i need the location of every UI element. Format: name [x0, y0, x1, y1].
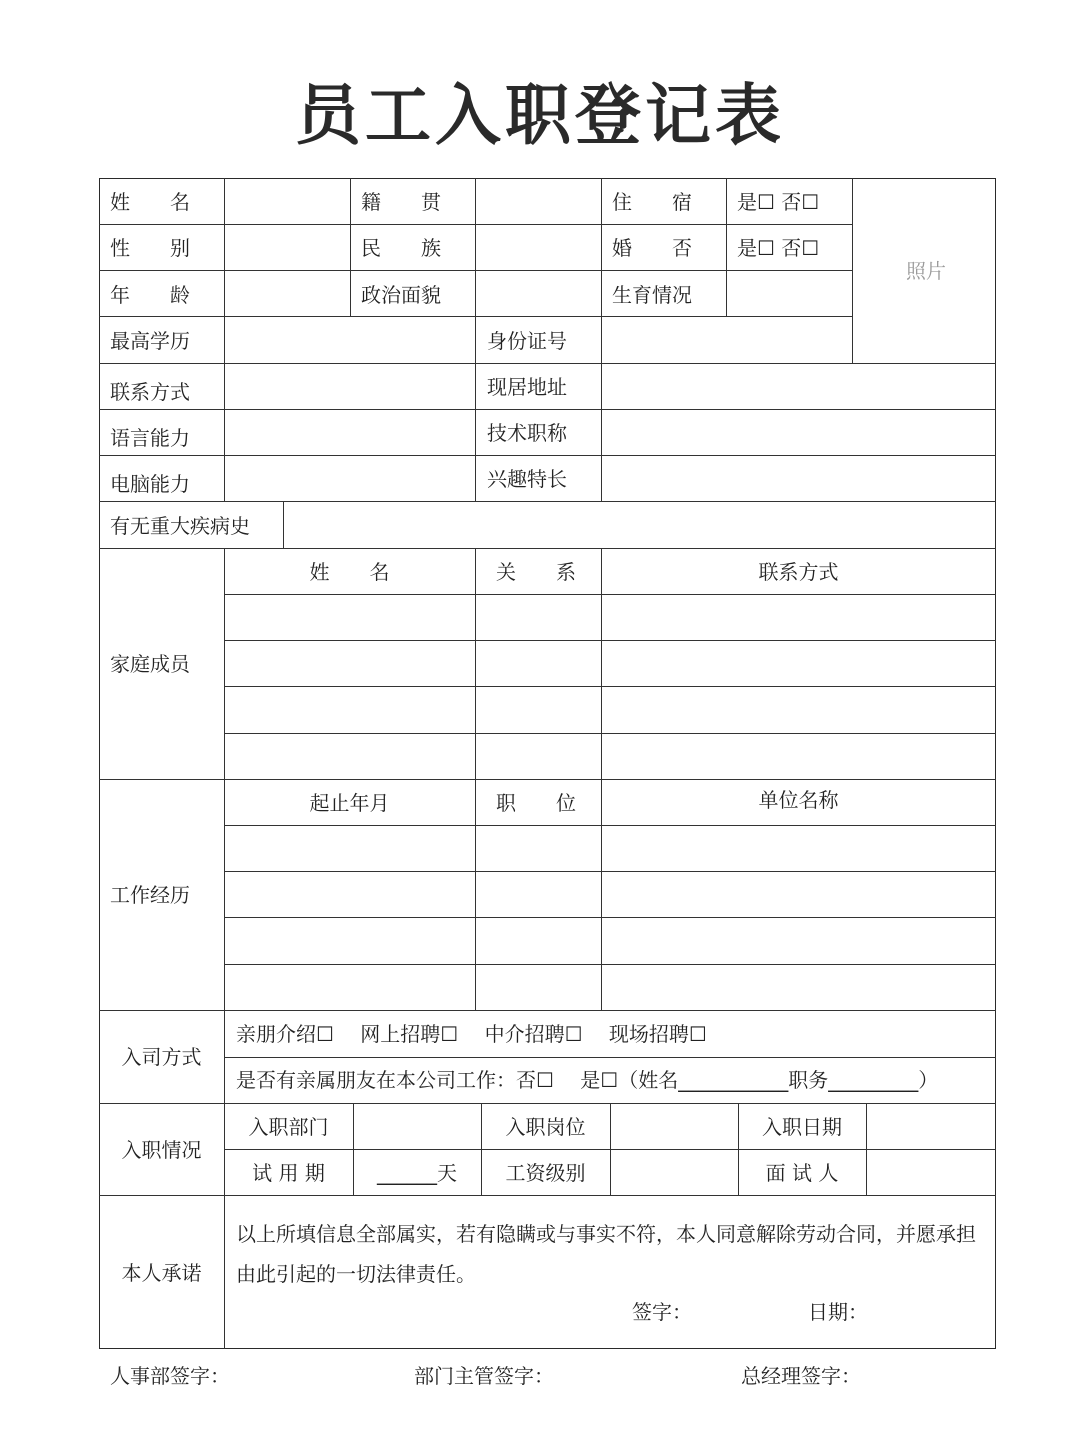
- gm-signature-label: 总经理签字：: [741, 1364, 861, 1388]
- col-line: [283, 501, 284, 548]
- row-line: [224, 871, 996, 872]
- pledge-text: 以上所填信息全部属实，若有隐瞒或与事实不符，本人同意解除劳动合同，并愿承担由此引起的一切法律责任。: [236, 1222, 976, 1286]
- name-label: 姓 名: [110, 190, 190, 214]
- row-line: [224, 594, 996, 595]
- col-line: [601, 178, 602, 501]
- entry-status-label: 入职情况: [121, 1138, 202, 1162]
- computer-skill-label: 电脑能力: [110, 472, 190, 496]
- marital-label: 婚 否: [612, 236, 692, 260]
- col-line: [224, 548, 225, 1010]
- work-col-company: 单位名称: [758, 788, 839, 812]
- probation-days-field[interactable]: ______天: [377, 1161, 457, 1185]
- id-number-label: 身份证号: [487, 329, 567, 353]
- age-label: 年 龄: [110, 283, 190, 307]
- address-label: 现居地址: [487, 375, 567, 399]
- work-section-label: 工作经历: [110, 883, 190, 907]
- family-col-contact: 联系方式: [758, 560, 839, 584]
- ethnic-label: 民 族: [361, 236, 441, 260]
- col-line: [475, 178, 476, 501]
- relatives-question[interactable]: 是否有亲属朋友在本公司工作：否☐ 是☐（姓名___________职务_________）: [236, 1068, 939, 1092]
- form-title: 员工入职登记表: [295, 77, 785, 154]
- row-line: [99, 363, 996, 364]
- manager-signature-label: 部门主管签字：: [414, 1364, 554, 1388]
- row-line: [224, 964, 996, 965]
- col-line: [866, 1103, 867, 1195]
- family-col-relation: 关 系: [496, 560, 576, 584]
- col-line: [601, 548, 602, 1010]
- probation-label: 试 用 期: [252, 1161, 325, 1185]
- family-section-label: 家庭成员: [110, 652, 190, 676]
- work-col-period: 起止年月: [309, 791, 390, 815]
- photo-placeholder[interactable]: 照片: [906, 259, 946, 283]
- native-place-label: 籍 贯: [361, 190, 441, 214]
- row-line: [224, 686, 996, 687]
- col-line: [610, 1103, 611, 1195]
- pledge-label: 本人承诺: [121, 1261, 202, 1285]
- col-line: [852, 178, 853, 363]
- language-label: 语言能力: [110, 426, 190, 450]
- education-label: 最高学历: [110, 329, 190, 353]
- row-line: [99, 1010, 996, 1011]
- entry-date-label: 入职日期: [762, 1115, 842, 1139]
- pledge-sign-label: 签字：: [632, 1300, 692, 1324]
- salary-level-label: 工资级别: [505, 1161, 586, 1185]
- row-line: [224, 1057, 996, 1058]
- dorm-checkbox-options[interactable]: 是☐ 否☐: [737, 190, 820, 214]
- interviewer-label: 面 试 人: [765, 1161, 839, 1185]
- row-line: [224, 733, 996, 734]
- row-line: [99, 455, 996, 456]
- tech-title-label: 技术职称: [487, 421, 567, 445]
- row-line: [99, 548, 996, 549]
- row-line: [224, 917, 996, 918]
- entry-post-label: 入职岗位: [505, 1115, 586, 1139]
- col-line: [350, 178, 351, 316]
- hr-signature-label: 人事部签字：: [110, 1364, 230, 1388]
- row-line: [224, 640, 996, 641]
- pledge-date-label: 日期：: [808, 1300, 868, 1324]
- row-line: [99, 409, 996, 410]
- gender-label: 性 别: [110, 236, 190, 260]
- family-col-name: 姓 名: [309, 560, 390, 584]
- row-line: [99, 779, 996, 780]
- entry-method-options[interactable]: 亲朋介绍☐ 网上招聘☐ 中介招聘☐ 现场招聘☐: [236, 1022, 707, 1046]
- row-line: [99, 1195, 996, 1196]
- illness-history-label: 有无重大疾病史: [110, 514, 250, 538]
- col-line: [726, 178, 727, 316]
- contact-label: 联系方式: [110, 380, 190, 404]
- marital-checkbox-options[interactable]: 是☐ 否☐: [737, 236, 820, 260]
- work-col-position: 职 位: [496, 791, 576, 815]
- entry-dept-label: 入职部门: [248, 1115, 329, 1139]
- entry-method-label: 入司方式: [121, 1045, 202, 1069]
- fertility-label: 生育情况: [612, 283, 692, 307]
- row-line: [99, 1103, 996, 1104]
- col-line: [475, 548, 476, 1010]
- row-line: [99, 501, 996, 502]
- hobby-label: 兴趣特长: [487, 467, 567, 491]
- political-label: 政治面貌: [361, 283, 441, 307]
- col-line: [224, 178, 225, 501]
- row-line: [224, 825, 996, 826]
- dorm-label: 住 宿: [612, 190, 692, 214]
